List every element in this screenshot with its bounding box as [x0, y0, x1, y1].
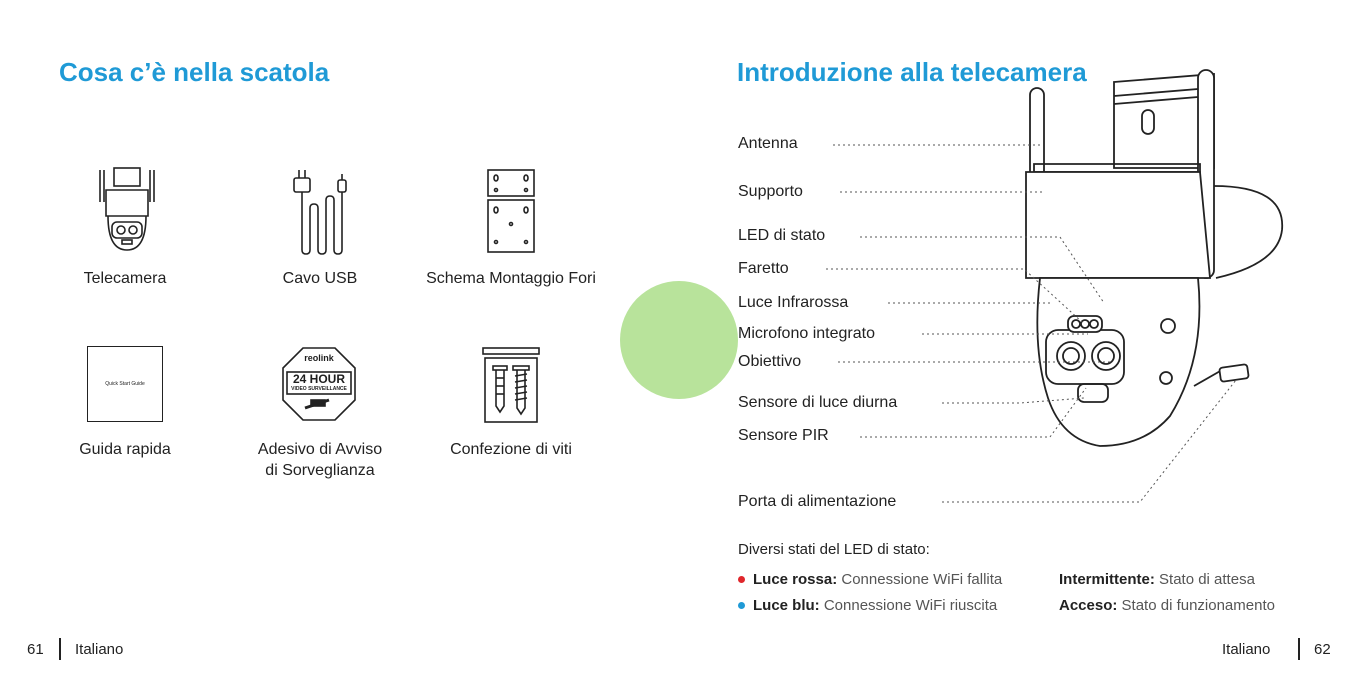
part-label-mount: Supporto — [738, 183, 803, 200]
mode-on — [1059, 597, 1275, 614]
left-page-title: Cosa c’è nella scatola — [59, 57, 330, 87]
item-label-mounting-template: Schema Montaggio Fori — [426, 270, 596, 287]
mode-blinking-key: Intermittente: — [1059, 571, 1155, 588]
sticker-subtitle: VIDEO SURVEILLANCE — [291, 386, 347, 392]
led-state-blue-key: Luce blu: — [753, 597, 820, 614]
quick-guide-cover-text: Quick Start Guide — [105, 381, 145, 387]
item-label-screw-pack: Confezione di viti — [450, 441, 572, 458]
part-label-microphone: Microfono integrato — [738, 325, 875, 342]
part-label-pir-sensor: Sensore PIR — [738, 427, 829, 444]
item-label-camera: Telecamera — [83, 270, 167, 287]
right-page-number: 62 — [1314, 641, 1331, 658]
mode-blinking — [1059, 571, 1255, 588]
led-state-red-key: Luce rossa: — [753, 571, 838, 588]
sticker-title: 24 HOUR — [292, 372, 345, 386]
red-dot-icon — [738, 576, 745, 583]
part-label-lens: Obiettivo — [738, 353, 802, 370]
left-page-number: 61 — [27, 641, 44, 658]
right-footer-language: Italiano — [1222, 641, 1271, 658]
led-state-red — [738, 571, 1002, 588]
sticker-brand: reolink — [304, 353, 334, 363]
part-label-infrared: Luce Infrarossa — [738, 294, 849, 311]
blue-dot-icon — [738, 602, 745, 609]
part-label-status-led: LED di stato — [738, 227, 826, 244]
right-footer-separator — [1298, 638, 1300, 660]
part-label-daylight-sensor: Sensore di luce diurna — [738, 394, 898, 411]
part-label-spotlight: Faretto — [738, 260, 789, 277]
part-label-power-port: Porta di alimentazione — [738, 493, 897, 510]
led-states-title: Diversi stati del LED di stato: — [738, 541, 930, 558]
led-state-red-value: Connessione WiFi fallita — [841, 571, 1003, 588]
part-label-antenna: Antenna — [738, 135, 798, 152]
led-state-blue — [738, 597, 997, 614]
item-label-warning-sticker: Adesivo di Avviso di Sorveglianza — [257, 441, 383, 479]
item-label-quick-guide: Guida rapida — [79, 441, 171, 458]
right-page-title: Introduzione alla telecamera — [737, 57, 1087, 87]
mode-on-value: Stato di funzionamento — [1121, 597, 1275, 614]
mode-on-key: Acceso: — [1059, 597, 1118, 614]
mode-blinking-value: Stato di attesa — [1159, 571, 1255, 588]
left-footer-language: Italiano — [75, 641, 124, 658]
led-state-blue-value: Connessione WiFi riuscita — [823, 597, 998, 614]
item-label-usb-cable: Cavo USB — [282, 270, 358, 287]
